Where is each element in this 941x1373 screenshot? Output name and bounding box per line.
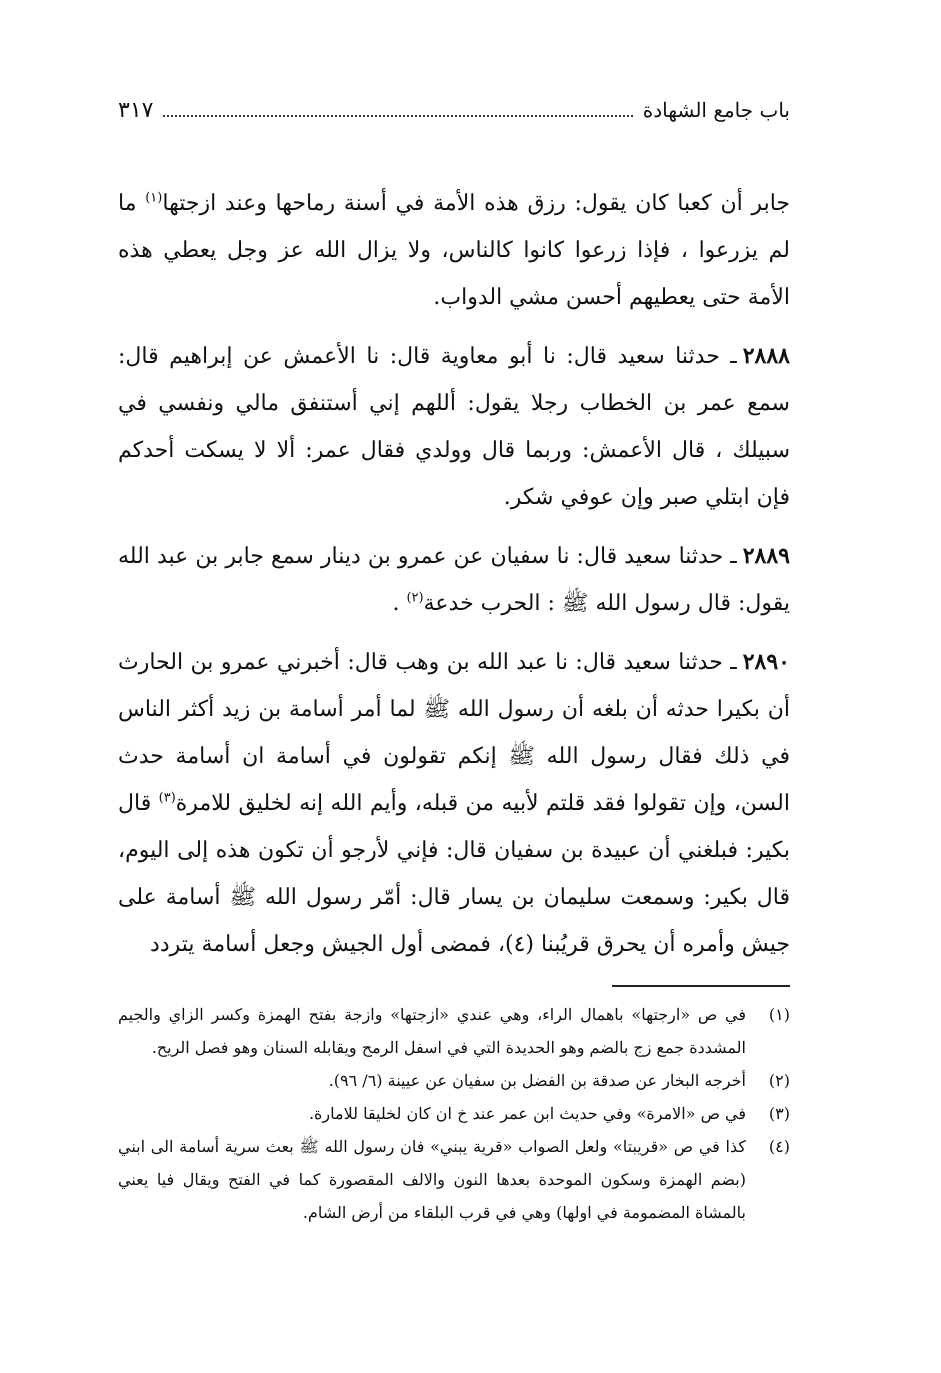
footnote-text: في ص «الامرة» وفي حديث ابن عمر عند خ ان كان لخليقا للامارة.: [308, 1104, 746, 1123]
main-text: [118, 180, 790, 980]
footnote-marker: (٣): [158, 790, 176, 806]
footnote: [118, 998, 790, 1064]
footnote-number: (١): [768, 1005, 790, 1024]
chapter-title: باب جامع الشهادة: [642, 98, 790, 122]
hadith-number: ٢٨٩٠: [742, 649, 790, 675]
footnote-separator: [612, 985, 790, 987]
hadith-paragraph: [118, 533, 790, 627]
hadith-paragraph: [118, 333, 790, 521]
paragraph: [118, 180, 790, 321]
footnote-number: (٢): [768, 1071, 790, 1090]
footnotes: [118, 998, 790, 1229]
footnote: [118, 1130, 790, 1229]
page-number: ٣١٧: [118, 97, 154, 123]
paragraph-text-continued: ما لم يزرعوا ، فإذا زرعوا كانوا كالناس، ولا يزال الله عز وجل يعطي هذه الأمة حتى يعطيهم أحسن مشي الدواب.: [118, 191, 790, 310]
paragraph-text: ـ حدثنا سعيد قال: نا أبو معاوية قال: نا الأعمش عن إبراهيم قال: سمع عمر بن الخطاب رجلا يقول: أللهم إني أستنفق مالي ونفسي في سبيلك ، قال الأعمش: وربما قال وولدي فقال عمر: ألا لا يسكت أحدكم فإن ابتلي صبر وإن عوفي شكر.: [118, 344, 790, 510]
footnote-marker: (١): [145, 190, 163, 206]
hadith-number: ٢٨٨٨: [742, 343, 790, 369]
footnote: [118, 1097, 790, 1130]
paragraph-text-continued: قال بكير: فبلغني أن عبيدة بن سفيان قال: فإني لأرجو أن تكون هذه إلى اليوم، قال بكير: وسمعت سليمان بن يسار قال: أمّر رسول الله ﷺ أسامة على جيش وأمره أن يحرق قريُبنا (٤)، فمضى أول الجيش وجعل أسامة يتردد: [118, 791, 790, 957]
paragraph-text-continued: .: [392, 591, 407, 616]
paragraph-text: ـ حدثنا سعيد قال: نا عبد الله بن وهب قال: أخبرني عمرو بن الحارث أن بكيرا حدثه أن بلغه أن رسول الله ﷺ لما أمر أسامة بن زيد أكثر الناس في ذلك فقال رسول الله ﷺ إنكم تقولون في أسامة ان أسامة حدث السن، وإن تقولوا فقد قلتم لأبيه من قبله، وأيم الله إنه لخليق للامرة: [118, 650, 790, 816]
hadith-number: ٢٨٨٩: [742, 543, 790, 569]
dotted-leader: [163, 115, 632, 117]
hadith-paragraph: [118, 639, 790, 968]
footnote-text: أخرجه البخار عن صدقة بن الفضل بن سفيان عن عيينة (٦/ ٩٦).: [328, 1071, 746, 1090]
footnote-number: (٤): [768, 1137, 790, 1156]
paragraph-text: ـ حدثنا سعيد قال: نا سفيان عن عمرو بن دينار سمع جابر بن عبد الله يقول: قال رسول الله ﷺ : الحرب خدعة: [118, 544, 790, 616]
footnote-marker: (٢): [406, 590, 424, 606]
paragraph-text: جابر أن كعبا كان يقول: رزق هذه الأمة في أسنة رماحها وعند ازجتها: [162, 191, 791, 216]
footnote-text: في ص «ارجتها» باهمال الراء، وهي عندي «ازجتها» وازجة بفتح الهمزة وكسر الزاي والجيم المشددة جمع زج بالضم وهو الحديدة التي في اسفل الرمح ويقابله السنان وهو فصل الريح.: [118, 1005, 746, 1057]
footnote-number: (٣): [768, 1104, 790, 1123]
footnote-text: كذا في ص «قريبتا» ولعل الصواب «قرية يبني» فان رسول الله ﷺ بعث سرية أسامة الى ابني (بضم الهمزة وسكون الموحدة بعدها النون والالف المقصورة كما في الفتح ويقال فيا يعني بالمشاة المضمومة في اولها) وهي في قرب البلقاء من أرض الشام.: [118, 1137, 746, 1222]
footnote: [118, 1064, 790, 1097]
running-header: [118, 92, 790, 128]
